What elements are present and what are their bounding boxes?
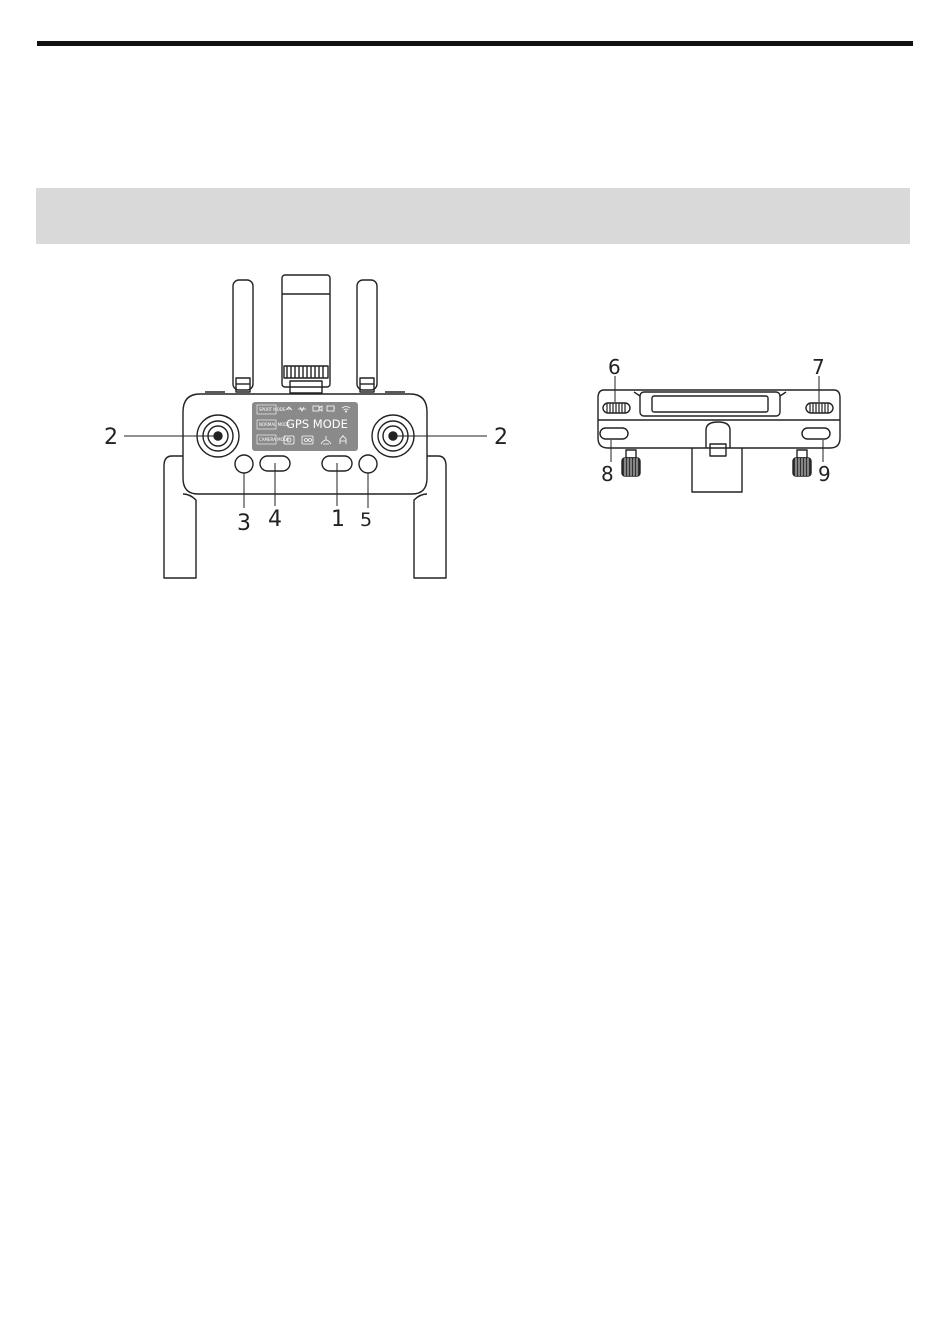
top-right-stick (793, 450, 811, 476)
callout-right-stick: 2 (494, 425, 508, 450)
button-3 (235, 455, 253, 473)
callout-8: 8 (601, 462, 614, 486)
callout-9: 9 (818, 462, 831, 486)
phone-holder (282, 275, 330, 393)
button-8 (600, 428, 628, 439)
lcd-mode-sport: SPORT MODE (259, 407, 286, 412)
right-antenna (357, 280, 377, 392)
callout-left-stick: 2 (104, 425, 118, 450)
right-grip (414, 456, 446, 578)
lcd-panel (252, 402, 358, 451)
dial-7 (806, 403, 833, 413)
top-view-clamp (692, 422, 742, 492)
lcd-mode-camera: CAMERA MODE (259, 437, 290, 442)
dial-6 (603, 403, 630, 413)
lcd-mode-normal: NORMAL MODE (259, 422, 290, 427)
lcd-title: GPS MODE (286, 417, 348, 431)
callout-1: 1 (331, 507, 345, 532)
callout-4: 4 (268, 507, 282, 532)
top-view-body (598, 390, 840, 448)
left-grip (164, 456, 196, 578)
callout-7: 7 (812, 355, 825, 379)
callout-6: 6 (608, 355, 621, 379)
left-antenna (233, 280, 253, 392)
callout-3: 3 (237, 511, 251, 536)
button-9 (802, 428, 830, 439)
button-5 (359, 455, 377, 473)
top-left-stick (622, 450, 640, 476)
callout-5: 5 (360, 509, 373, 531)
